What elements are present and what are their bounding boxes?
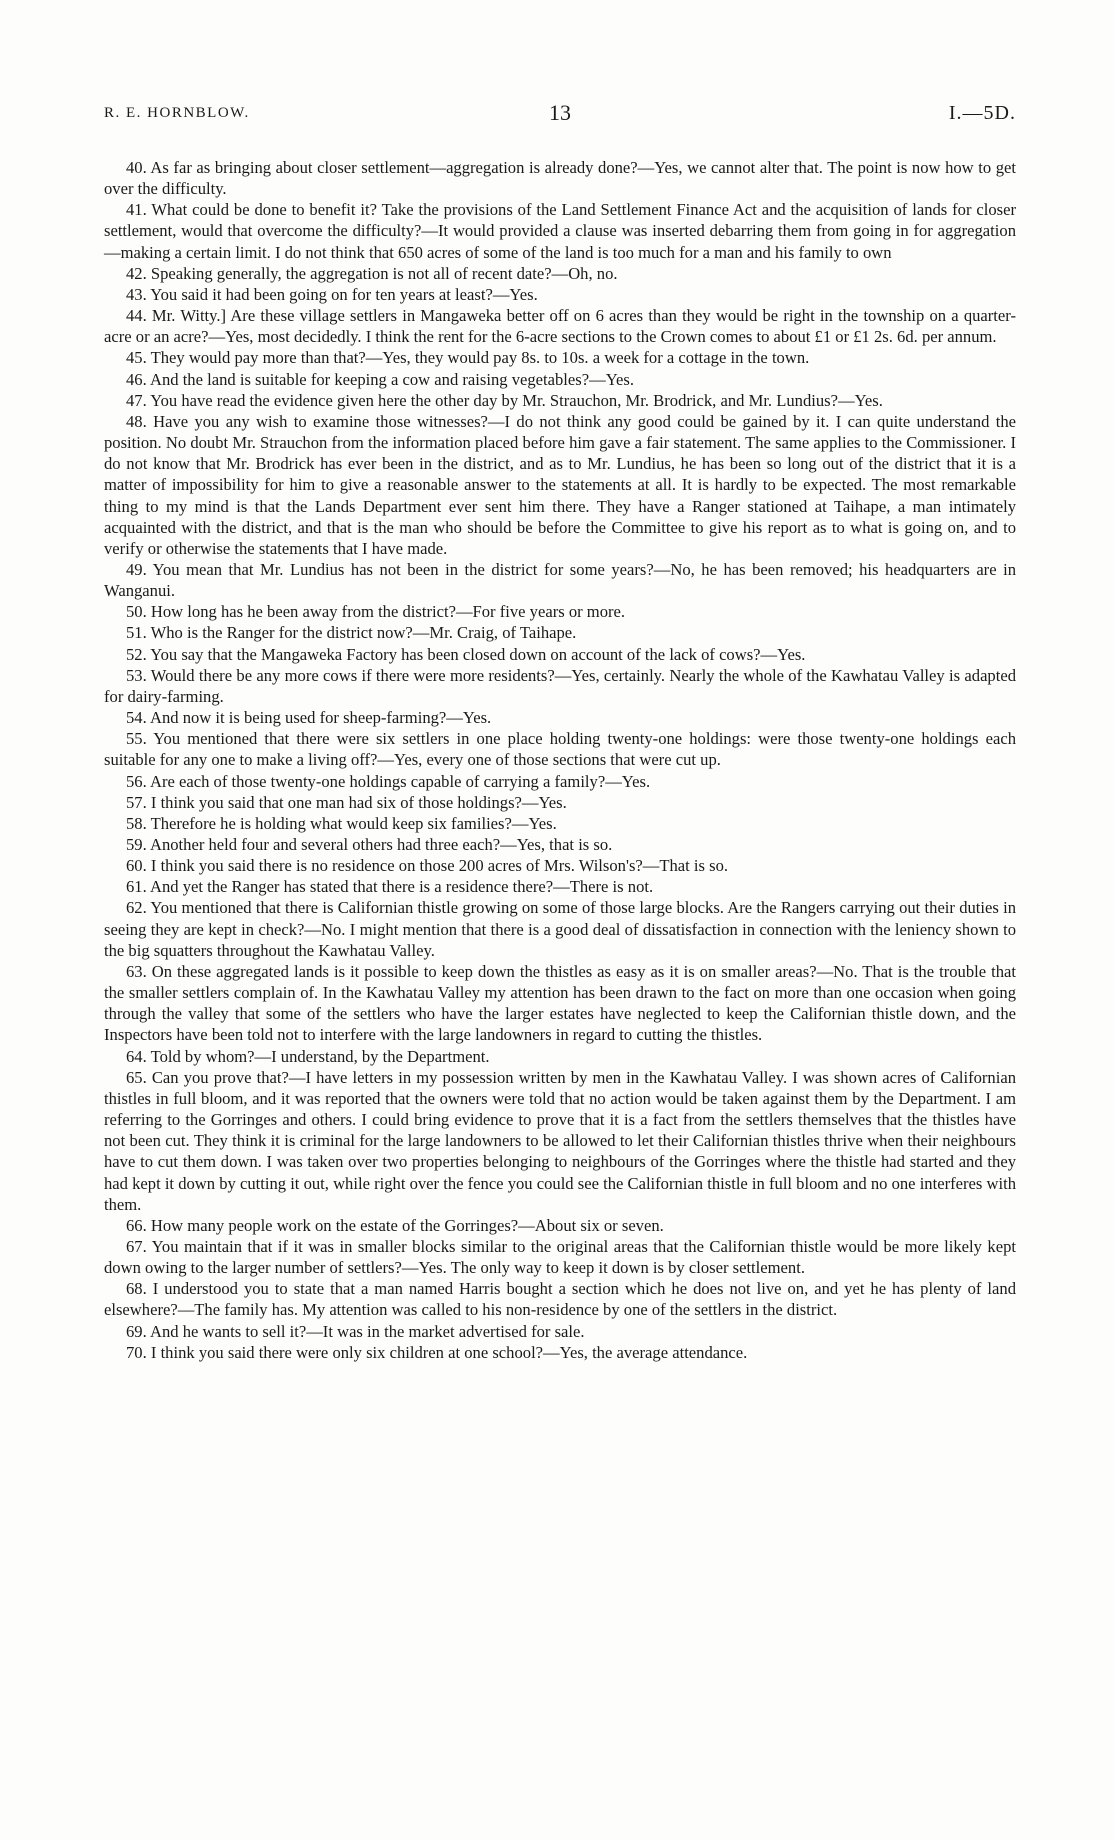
question-67: 67. You maintain that if it was in smaller blocks similar to the original areas that the Californian thistle would be more likely kept down owing to the larger number of settlers?—Yes. The only way to keep it down is by closer settlement. <box>104 1236 1016 1278</box>
question-48: 48. Have you any wish to examine those witnesses?—I do not think any good could be gained by it. I can quite understand the position. No doubt Mr. Strauchon from the information placed before him gave a fair statement. The same applies to the Commissioner. I do not know that Mr. Brodrick has ever been in the district, and as to Mr. Lundius, he has been so long out of the district that it is a matter of impossibility for him to give a reasonable answer to the statements at all. It is hardly to be expected. The most remarkable thing to my mind is that the Lands Department ever sent him there. They have a Ranger stationed at Taihape, a man intimately acquainted with the district, and that is the man who should be before the Committee to give his report as to what is going on, and to verify or otherwise the statements that I have made. <box>104 411 1016 558</box>
question-41: 41. What could be done to benefit it? Take the provisions of the Land Settlement Finance Act and the acquisition of lands for closer settlement, would that overcome the difficulty?—It would provided a clause was inserted debarring them from going in for aggregation—making a certain limit. I do not think that 650 acres of some of the land is too much for a man and his family to own <box>104 200 1016 262</box>
question-45: 45. They would pay more than that?—Yes, they would pay 8s. to 10s. a week for a cottage in the town. <box>126 348 810 368</box>
question-53: 53. Would there be any more cows if there were more residents?—Yes, certainly. Nearly the whole of the Kawhatau Valley is adapted for dairy-farming. <box>104 665 1016 706</box>
question-40: 40. As far as bringing about closer settlement—aggregation is already done?—Yes, we cannot alter that. The point is now how to get over the difficulty. <box>104 158 1016 199</box>
question-68: 68. I understood you to state that a man named Harris bought a section which he does not live on, and yet he has plenty of land elsewhere?—The family has. My attention was called to his non-residence by one of the settlers in the district. <box>104 1279 1016 1320</box>
page-number: 13 <box>549 100 571 125</box>
question-59: 59. Another held four and several others had three each?—Yes, that is so. <box>126 835 613 854</box>
question-47: 47. You have read the evidence given here the other day by Mr. Strauchon, Mr. Brodrick, and Mr. Lundius?—Yes. <box>126 390 883 410</box>
header-witness-name: R. E. HORNBLOW. <box>104 105 250 121</box>
question-49: 49. You mean that Mr. Lundius has not been in the district for some years?—No, he has been removed; his headquarters are in Wanganui. <box>104 559 1016 601</box>
question-65: 65. Can you prove that?—I have letters in my possession written by men in the Kawhatau Valley. I was shown acres of Californian thistles in full bloom, and it was reported that the owners were told that no action would be taken against them by the Department. I am referring to the Gorringes and others. I could bring evidence to prove that it is a fact from the settlers themselves that the thistles have not been cut. They think it is criminal for the large landowners to be allowed to let their Californian thistles thrive when their neighbours have to cut them down. I was taken over two properties belonging to neighbours of the Gorringes where the thistle had started and they had kept it down by cutting it out, while right over the fence you could see the Californian thistle in full bloom and no one interferes with them. <box>104 1067 1016 1214</box>
question-43: 43. You said it had been going on for ten years at least?—Yes. <box>126 284 538 304</box>
question-55: 55. You mentioned that there were six settlers in one place holding twenty-one holdings: were those twenty-one holdings each suitable for any one to make a living off?—Yes, every one of those sections that were cut up. <box>104 729 1016 770</box>
question-56: 56. Are each of those twenty-one holdings capable of carrying a family?—Yes. <box>126 771 651 791</box>
question-60: 60. I think you said there is no residence on those 200 acres of Mrs. Wilson's?—That is so. <box>126 856 729 876</box>
question-61: 61. And yet the Ranger has stated that there is a residence there?—There is not. <box>126 877 654 897</box>
question-52: 52. You say that the Mangaweka Factory has been closed down on account of the lack of cows?—Yes. <box>126 644 806 664</box>
question-66: 66. How many people work on the estate of the Gorringes?—About six or seven. <box>126 1215 664 1235</box>
question-70: 70. I think you said there were only six children at one school?—Yes, the average attendance. <box>126 1342 748 1362</box>
question-62: 62. You mentioned that there is Californian thistle growing on some of those large blocks. Are the Rangers carrying out their duties in seeing they are kept in check?—No. I might mention that there is a good deal of dissatisfaction in connection with the leniency shown to the big squatters throughout the Kawhatau Valley. <box>104 898 1016 960</box>
question-57: 57. I think you said that one man had six of those holdings?—Yes. <box>126 792 567 812</box>
question-64: 64. Told by whom?—I understand, by the Department. <box>126 1046 490 1066</box>
question-44: 44. Mr. Witty.] Are these village settlers in Mangaweka better off on 6 acres than they would be right in the township on a quarter-acre or an acre?—Yes, most decidedly. I think the rent for the 6-acre sections to the Crown comes to about £1 or £1 2s. 6d. per annum. <box>104 306 1016 347</box>
paper-reference: I.—5D. <box>948 102 1016 124</box>
question-42: 42. Speaking generally, the aggregation is not all of recent date?—Oh, no. <box>126 263 618 283</box>
evidence-body <box>104 157 1016 1363</box>
question-69: 69. And he wants to sell it?—It was in the market advertised for sale. <box>126 1321 585 1341</box>
page-header <box>104 100 1016 130</box>
question-51: 51. Who is the Ranger for the district now?—Mr. Craig, of Taihape. <box>126 623 577 643</box>
question-50: 50. How long has he been away from the district?—For five years or more. <box>126 602 626 622</box>
question-63: 63. On these aggregated lands is it possible to keep down the thistles as easy as it is on smaller areas?—No. That is the trouble that the smaller settlers complain of. In the Kawhatau Valley my attention has been drawn to the fact on more than one occasion when going through the valley that some of the settlers who have the larger estates have neglected to keep the Californian thistle down, and the Inspectors have been told not to interfere with the large landowners in regard to cutting the thistles. <box>104 961 1016 1045</box>
question-46: 46. And the land is suitable for keeping a cow and raising vegetables?—Yes. <box>126 369 634 389</box>
question-54: 54. And now it is being used for sheep-farming?—Yes. <box>126 708 492 728</box>
question-58: 58. Therefore he is holding what would keep six families?—Yes. <box>126 813 557 833</box>
